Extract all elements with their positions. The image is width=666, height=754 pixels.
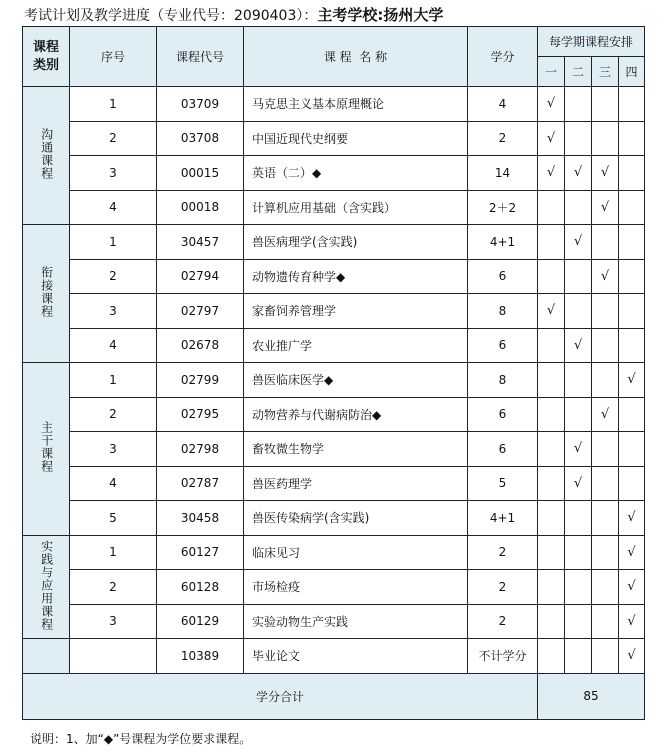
semester-check-cell (592, 570, 619, 605)
credit-cell: 6 (468, 259, 538, 294)
semester-check-cell: √ (565, 328, 592, 363)
seq-cell: 2 (70, 397, 157, 432)
credit-cell: 4+1 (468, 501, 538, 536)
semester-check-cell (565, 570, 592, 605)
header-semester-1: 一 (538, 57, 565, 87)
semester-check-cell: √ (619, 604, 645, 639)
table-row (23, 156, 645, 191)
credit-cell: 6 (468, 432, 538, 467)
seq-cell: 1 (70, 225, 157, 260)
table-row (23, 604, 645, 639)
semester-check-cell: √ (538, 121, 565, 156)
semester-check-cell: √ (619, 570, 645, 605)
semester-check-cell: √ (565, 466, 592, 501)
semester-check-cell (538, 535, 565, 570)
semester-check-cell: √ (592, 397, 619, 432)
seq-cell: 3 (70, 604, 157, 639)
credit-cell: 4+1 (468, 225, 538, 260)
course-name-cell: 农业推广学 (244, 328, 468, 363)
table-row (23, 397, 645, 432)
semester-check-cell (592, 225, 619, 260)
credit-cell: 8 (468, 294, 538, 329)
semester-check-cell (592, 432, 619, 467)
credit-cell: 不计学分 (468, 639, 538, 674)
semester-check-cell: √ (619, 535, 645, 570)
semester-check-cell (565, 190, 592, 225)
semester-check-cell (619, 156, 645, 191)
course-code-cell: 30458 (157, 501, 244, 536)
title-school: 主考学校:扬州大学 (317, 6, 444, 24)
semester-check-cell: √ (592, 190, 619, 225)
exam-plan-table (22, 26, 645, 720)
table-row (23, 432, 645, 467)
credit-cell: 8 (468, 363, 538, 398)
semester-check-cell (538, 432, 565, 467)
category-label: 主干课程 (39, 421, 54, 474)
semester-check-cell (538, 501, 565, 536)
course-code-cell: 10389 (157, 639, 244, 674)
semester-check-cell (565, 501, 592, 536)
semester-check-cell: √ (619, 639, 645, 674)
course-code-cell: 02678 (157, 328, 244, 363)
course-name-cell: 实验动物生产实践 (244, 604, 468, 639)
category-cell (23, 363, 70, 536)
table-row (23, 121, 645, 156)
seq-cell: 4 (70, 328, 157, 363)
course-code-cell: 02799 (157, 363, 244, 398)
course-code-cell: 03708 (157, 121, 244, 156)
semester-check-cell (592, 294, 619, 329)
course-code-cell: 02795 (157, 397, 244, 432)
semester-check-cell (538, 466, 565, 501)
course-name-cell: 动物遗传育种学◆ (244, 259, 468, 294)
table-row (23, 190, 645, 225)
semester-check-cell (565, 259, 592, 294)
header-code: 课程代号 (157, 27, 244, 87)
table-row (23, 294, 645, 329)
credit-cell: 2 (468, 570, 538, 605)
semester-check-cell (538, 225, 565, 260)
course-name-cell: 家畜饲养管理学 (244, 294, 468, 329)
seq-cell: 5 (70, 501, 157, 536)
credit-cell: 6 (468, 328, 538, 363)
course-name-cell: 市场检疫 (244, 570, 468, 605)
seq-cell: 3 (70, 294, 157, 329)
course-name-cell: 兽医传染病学(含实践) (244, 501, 468, 536)
semester-check-cell (619, 190, 645, 225)
course-name-cell: 计算机应用基础（含实践） (244, 190, 468, 225)
semester-check-cell: √ (538, 294, 565, 329)
semester-check-cell (592, 87, 619, 122)
semester-check-cell: √ (538, 87, 565, 122)
semester-check-cell: √ (565, 156, 592, 191)
course-code-cell: 60128 (157, 570, 244, 605)
total-value: 85 (538, 673, 645, 719)
course-code-cell: 02798 (157, 432, 244, 467)
course-name-cell: 中国近现代史纲要 (244, 121, 468, 156)
seq-cell: 4 (70, 190, 157, 225)
course-code-cell: 60129 (157, 604, 244, 639)
semester-check-cell (619, 259, 645, 294)
semester-check-cell (592, 363, 619, 398)
header-semester-4: 四 (619, 57, 645, 87)
table-row (23, 466, 645, 501)
course-code-cell: 03709 (157, 87, 244, 122)
credit-cell: 4 (468, 87, 538, 122)
empty-seq-cell (70, 639, 157, 674)
semester-check-cell (538, 259, 565, 294)
semester-check-cell: √ (619, 363, 645, 398)
semester-check-cell: √ (592, 156, 619, 191)
course-code-cell: 02787 (157, 466, 244, 501)
category-label: 实践与应用课程 (39, 539, 54, 631)
table-row (23, 363, 645, 398)
header-semester-group: 每学期课程安排 (538, 27, 645, 57)
seq-cell: 3 (70, 432, 157, 467)
course-code-cell: 00018 (157, 190, 244, 225)
semester-check-cell: √ (565, 432, 592, 467)
course-code-cell: 30457 (157, 225, 244, 260)
semester-check-cell (538, 397, 565, 432)
table-row (23, 87, 645, 122)
seq-cell: 1 (70, 535, 157, 570)
credit-cell: 2 (468, 121, 538, 156)
semester-check-cell (592, 121, 619, 156)
table-row (23, 501, 645, 536)
semester-check-cell (538, 190, 565, 225)
semester-check-cell: √ (592, 259, 619, 294)
category-label: 沟通课程 (39, 128, 54, 180)
semester-check-cell (619, 225, 645, 260)
footnote: 说明：1、加“◆”号课程为学位要求课程。 (30, 732, 252, 746)
course-name-cell: 兽医临床医学◆ (244, 363, 468, 398)
semester-check-cell (565, 121, 592, 156)
semester-check-cell (619, 121, 645, 156)
credit-cell: 6 (468, 397, 538, 432)
title-prefix: 考试计划及教学进度（专业代号：2090403）： (24, 8, 318, 24)
table-row (23, 570, 645, 605)
semester-check-cell (538, 570, 565, 605)
semester-check-cell (565, 535, 592, 570)
table-row (23, 259, 645, 294)
semester-check-cell (565, 397, 592, 432)
seq-cell: 4 (70, 466, 157, 501)
seq-cell: 1 (70, 363, 157, 398)
table-row (23, 225, 645, 260)
semester-check-cell (619, 87, 645, 122)
semester-check-cell (592, 639, 619, 674)
empty-category-cell (23, 639, 70, 674)
semester-check-cell (565, 604, 592, 639)
semester-check-cell (619, 294, 645, 329)
credit-cell: 2＋2 (468, 190, 538, 225)
semester-check-cell (592, 604, 619, 639)
semester-check-cell: √ (565, 225, 592, 260)
table-row (23, 535, 645, 570)
total-row (23, 673, 645, 719)
semester-check-cell (565, 87, 592, 122)
category-cell (23, 225, 70, 363)
semester-check-cell (565, 639, 592, 674)
course-name-cell: 兽医病理学(含实践) (244, 225, 468, 260)
course-code-cell: 00015 (157, 156, 244, 191)
category-cell (23, 535, 70, 639)
credit-cell: 14 (468, 156, 538, 191)
header-name: 课 程 名 称 (244, 27, 468, 87)
course-code-cell: 02794 (157, 259, 244, 294)
header-semester-3: 三 (592, 57, 619, 87)
semester-check-cell (565, 294, 592, 329)
semester-check-cell (538, 639, 565, 674)
semester-check-cell (592, 535, 619, 570)
seq-cell: 2 (70, 121, 157, 156)
table-row (23, 328, 645, 363)
category-cell (23, 87, 70, 225)
course-name-cell: 英语（二）◆ (244, 156, 468, 191)
total-label: 学分合计 (23, 673, 538, 719)
thesis-row (23, 639, 645, 674)
course-name-cell: 临床见习 (244, 535, 468, 570)
course-name-cell: 马克思主义基本原理概论 (244, 87, 468, 122)
semester-check-cell (619, 466, 645, 501)
course-name-cell: 畜牧微生物学 (244, 432, 468, 467)
credit-cell: 5 (468, 466, 538, 501)
credit-cell: 2 (468, 535, 538, 570)
course-name-cell: 兽医药理学 (244, 466, 468, 501)
semester-check-cell (619, 432, 645, 467)
seq-cell: 1 (70, 87, 157, 122)
semester-check-cell (619, 397, 645, 432)
category-label: 衔接课程 (39, 266, 54, 318)
semester-check-cell (565, 363, 592, 398)
semester-check-cell (538, 363, 565, 398)
semester-check-cell (592, 501, 619, 536)
semester-check-cell (538, 604, 565, 639)
semester-check-cell: √ (619, 501, 645, 536)
seq-cell: 2 (70, 259, 157, 294)
header-semester-2: 二 (565, 57, 592, 87)
header-category: 课程 类别 (23, 27, 70, 87)
course-code-cell: 60127 (157, 535, 244, 570)
header-credit: 学分 (468, 27, 538, 87)
semester-check-cell (538, 328, 565, 363)
semester-check-cell (619, 328, 645, 363)
course-name-cell: 毕业论文 (244, 639, 468, 674)
page-title (24, 4, 443, 25)
semester-check-cell (592, 466, 619, 501)
seq-cell: 2 (70, 570, 157, 605)
course-name-cell: 动物营养与代谢病防治◆ (244, 397, 468, 432)
header-seq: 序号 (70, 27, 157, 87)
semester-check-cell (592, 328, 619, 363)
course-code-cell: 02797 (157, 294, 244, 329)
seq-cell: 3 (70, 156, 157, 191)
credit-cell: 2 (468, 604, 538, 639)
semester-check-cell: √ (538, 156, 565, 191)
